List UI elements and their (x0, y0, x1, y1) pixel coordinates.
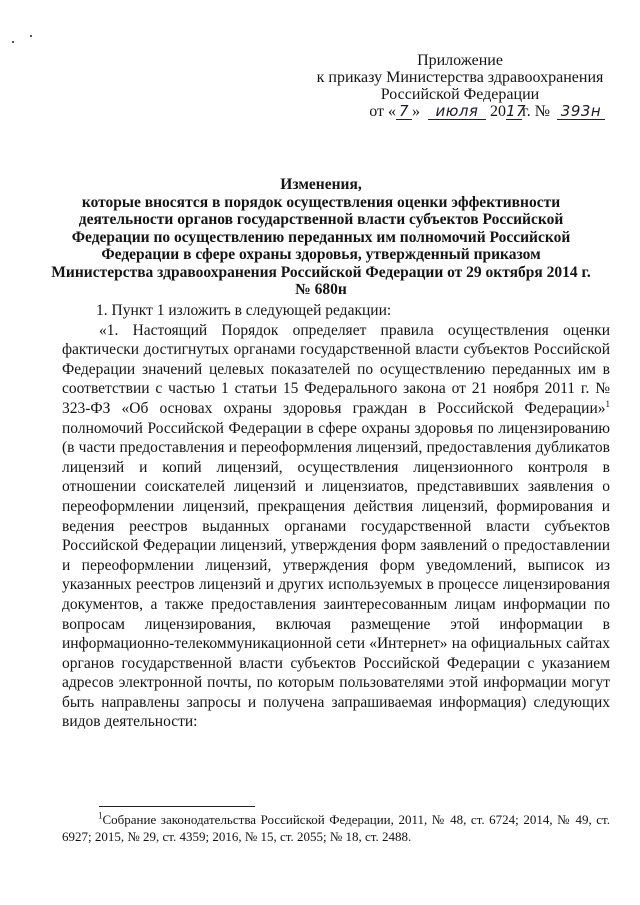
year-prefix: 20 (489, 103, 506, 120)
document-title (50, 176, 592, 299)
footnote-separator (99, 806, 255, 807)
paragraph-2 (62, 321, 610, 732)
title-heading: Изменения, (280, 176, 362, 193)
paragraph-2-text-b: полномочий Российской Федерации в сфере охраны здоровья по лицензированию (в части предоставления и переоформления лицензий, предоставления дубликатов лицензий и копий лицензий, осуществления лицензионного контроля в отношении соискателей лицензий и лицензиатов, представивших заявления о переоформлении лицензий, прекращения действия лицензий, формирования и ведения реестров выданных органами государственной власти субъектов Российской Федерации лицензий, утверждения форм заявлений о предоставлении и переоформлении лицензий, утверждения форм уведомлений, выписок из указанных реестров лицензий и других используемых в процессе лицензирования документов, а также предоставления заинтересованным лицам информации по вопросам лицензирования, включая размещение этой информации в информационно-телекоммуникационной сети «Интернет» на официальных сайтах органов государственной власти субъектов Российской Федерации с указанием адресов электронной почты, по которым пользователями этой информации могут быть направлены запросы и получена запрашиваемая информация) следующих видов деятельности: (62, 419, 610, 731)
title-text: которые вносятся в порядок осуществления оценки эффективности деятельности органов государственной власти субъектов Российской Федерации по осуществлению переданных им полномочий Российской Федерации в сфере охраны здоровья, утвержденный приказом Министерства здравоохранения Российской Федерации от 29 октября 2014 г. № 680н (51, 193, 591, 298)
appendix-date-line (300, 103, 620, 120)
scan-speck (30, 35, 32, 37)
footnote (62, 812, 610, 845)
paragraph-2-text-a: «1. Настоящий Порядок определяет правила осуществления оценки фактически достигнутых органами государственной власти субъектов Российской Федерации значений целевых показателей по осуществлению переданных им в соответствии с частью 1 статьи 15 Федерального закона от 21 ноября 2011 г. № 323-ФЗ «Об основах охраны здоровья граждан в Российской Федерации» (62, 321, 610, 417)
appendix-federation-line: Российской Федерации (380, 86, 540, 103)
number-prefix: г. № (521, 103, 550, 120)
footnote-reference: 1 (605, 398, 610, 409)
footnote-text: Собрание законодательства Российской Федерации, 2011, № 48, ст. 6724; 2014, № 49, ст. 6927; 2015, № 29, ст. 4359; 2016, № 15, ст. 2055; № 18, ст. 2488. (62, 812, 610, 844)
date-separator: » (411, 103, 420, 120)
document-body (62, 301, 610, 732)
handwritten-order-number: 393н (557, 104, 605, 120)
appendix-order-line: к приказу Министерства здравоохранения (316, 69, 604, 86)
date-prefix: от « (369, 103, 396, 120)
footnote-number: 1 (98, 810, 103, 821)
paragraph-1: 1. Пункт 1 изложить в следующей редакции: (96, 302, 392, 319)
handwritten-day: 7 (396, 104, 412, 120)
handwritten-year: 17 (505, 102, 527, 120)
handwritten-month: июля (428, 104, 486, 120)
scan-speck (12, 41, 14, 43)
appendix-title: Приложение (417, 52, 503, 69)
appendix-block (300, 52, 620, 120)
